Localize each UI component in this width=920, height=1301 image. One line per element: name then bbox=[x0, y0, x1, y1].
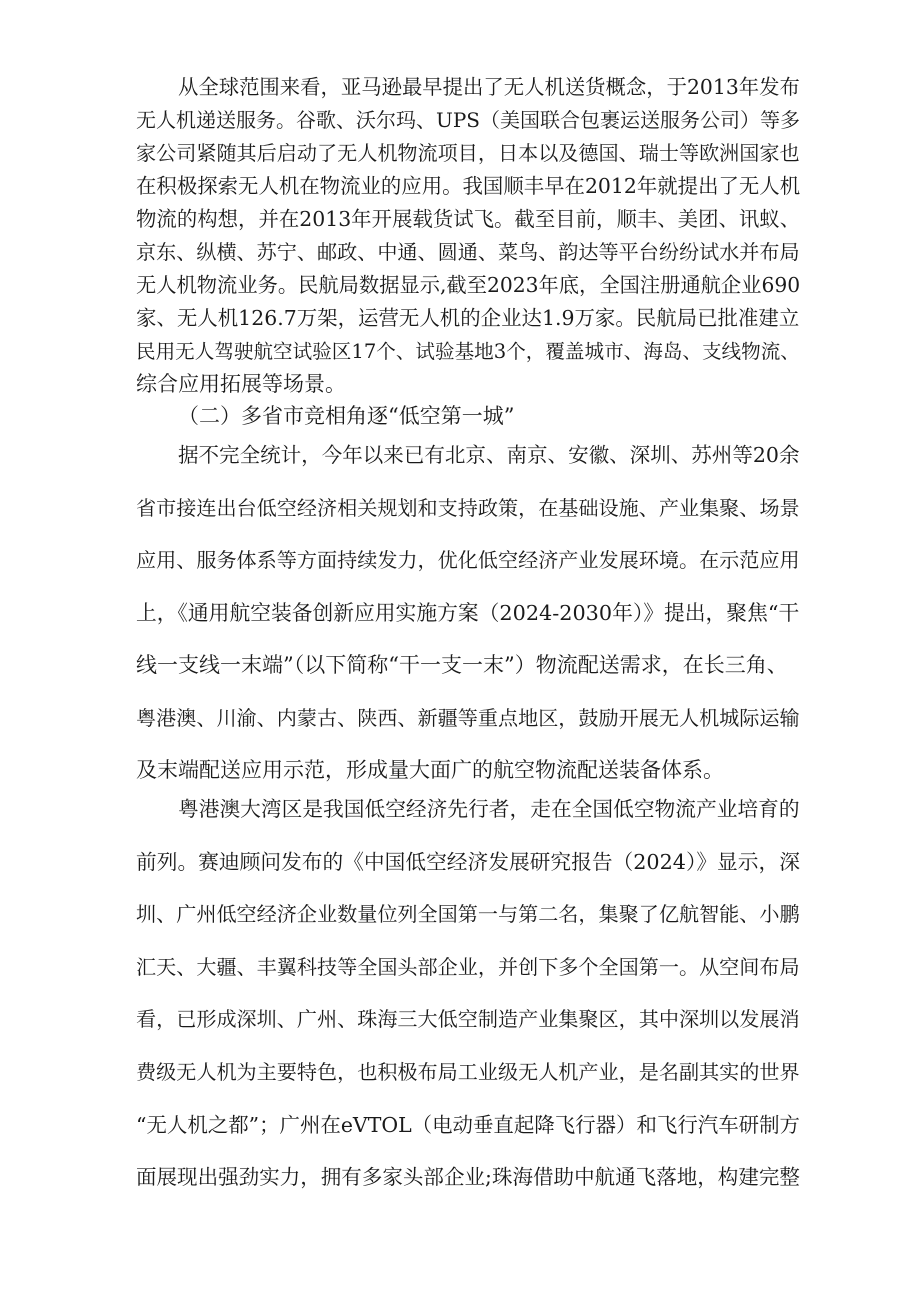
text-line: 应用、服务体系等方面持续发力，优化低空经济产业发展环境。在示范应用 bbox=[136, 548, 800, 572]
text-line: 家、无人机126.7万架，运营无人机的企业达1.9万家。民航局已批准建立 bbox=[136, 306, 800, 330]
text-line: 京东、纵横、苏宁、邮政、中通、圆通、菜鸟、韵达等平台纷纷试水并布局 bbox=[136, 240, 800, 264]
text-line: 物流的构想，并在2013年开展载货试飞。截至目前，顺丰、美团、讯蚁、 bbox=[136, 207, 801, 231]
text-line: 圳、广州低空经济企业数量位列全国第一与第二名，集聚了亿航智能、小鹏 bbox=[136, 902, 800, 927]
text-line: 上，《通用航空装备创新应用实施方案（2024-2030年）》提出，聚焦“干 bbox=[136, 600, 800, 625]
text-line: 无人机物流业务。民航局数据显示,截至2023年底，全国注册通航企业690 bbox=[136, 273, 801, 297]
text-line: 费级无人机为主要特色，也积极布局工业级无人机产业，是名副其实的世界 bbox=[136, 1059, 800, 1084]
section-heading: （二）多省市竞相角逐“低空第一城” bbox=[178, 404, 515, 428]
text-line: 及末端配送应用示范，形成量大面广的航空物流配送装备体系。 bbox=[136, 758, 724, 782]
text-line: 在积极探索无人机在物流业的应用。我国顺丰早在2012年就提出了无人机 bbox=[136, 174, 801, 198]
text-line: 粤港澳、川渝、内蒙古、陕西、新疆等重点地区，鼓励开展无人机城际运输 bbox=[136, 705, 800, 730]
text-line: 综合应用拓展等场景。 bbox=[136, 372, 346, 396]
text-line: “无人机之都”；广州在eVTOL（电动垂直起降飞行器）和飞行汽车研制方 bbox=[136, 1112, 800, 1137]
text-line: 民用无人驾驶航空试验区17个、试验基地3个，覆盖城市、海岛、支线物流、 bbox=[136, 340, 800, 363]
text-line: 省市接连出台低空经济相关规划和支持政策，在基础设施、产业集聚、场景 bbox=[136, 495, 800, 520]
paragraph-global-drone-delivery bbox=[136, 71, 800, 401]
text-line: 看，已形成深圳、广州、珠海三大低空制造产业集聚区，其中深圳以发展消 bbox=[136, 1007, 800, 1032]
text-line: 汇天、大疆、丰翼科技等全国头部企业，并创下多个全国第一。从空间布局 bbox=[136, 954, 800, 979]
text-line: 无人机递送服务。谷歌、沃尔玛、UPS（美国联合包裹运送服务公司）等多 bbox=[136, 108, 801, 132]
text-line: 面展现出强劲实力，拥有多家头部企业;珠海借助中航通飞落地，构建完整 bbox=[136, 1165, 800, 1190]
text-line: 粤港澳大湾区是我国低空经济先行者，走在全国低空物流产业培育的 bbox=[178, 797, 800, 821]
paragraph-greater-bay-area bbox=[136, 783, 800, 1204]
text-line: 前列。赛迪顾问发布的《中国低空经济发展研究报告（2024）》显示，深 bbox=[136, 849, 800, 874]
text-line: 从全球范围来看，亚马逊最早提出了无人机送货概念，于2013年发布 bbox=[178, 75, 800, 99]
text-line: 线一支线一末端”（以下简称“干一支一末”）物流配送需求，在长三角、 bbox=[136, 653, 788, 677]
text-line: 据不完全统计，今年以来已有北京、南京、安徽、深圳、苏州等20余 bbox=[178, 443, 800, 467]
text-line: 家公司紧随其后启动了无人机物流项目，日本以及德国、瑞士等欧洲国家也 bbox=[136, 141, 800, 165]
paragraph-provincial-policies bbox=[136, 429, 800, 797]
